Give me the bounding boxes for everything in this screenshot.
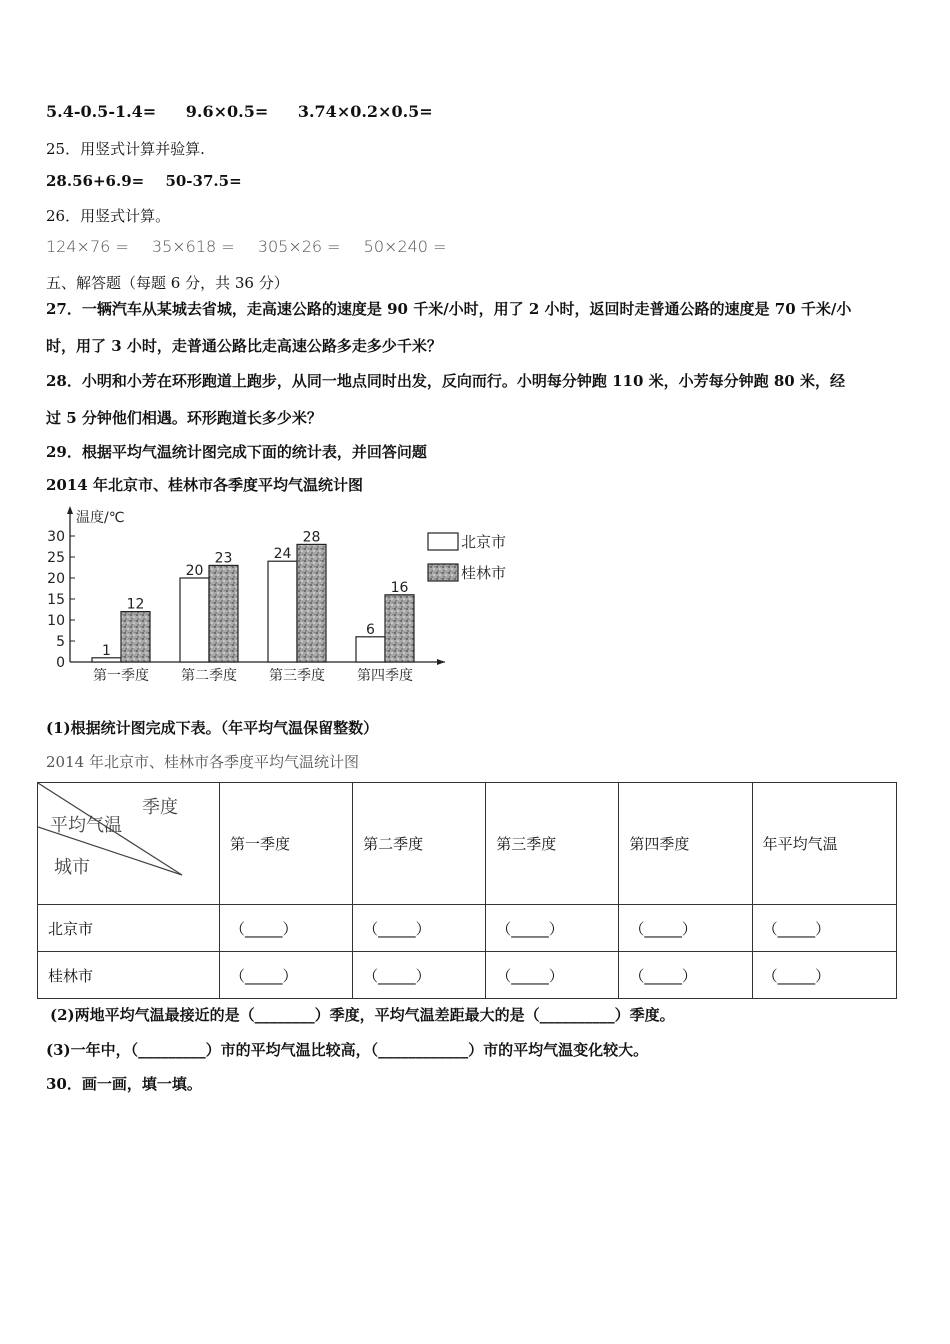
chart-bars — [92, 529, 414, 684]
q24-expr-1: 5.4-0.5-1.4= — [46, 102, 157, 121]
q29-title: 29．根据平均气温统计图完成下面的统计表，并回答问题 — [46, 443, 427, 461]
x-category-label: 第一季度 — [93, 668, 149, 684]
table-caption: 2014 年北京市、桂林市各季度平均气温统计图 — [46, 753, 359, 771]
q25-expressions — [46, 172, 258, 190]
q28-line1: 28．小明和小芳在环形跑道上跑步，从同一地点同时出发，反向而行。小明每分钟跑 110 米，小芳每分钟跑 80 米，经 — [46, 372, 845, 390]
header-annual-avg: 年平均气温 — [752, 783, 896, 905]
diag-label-avg-temp: 平均气温 — [50, 815, 122, 836]
city-guilin: 桂林市 — [38, 952, 220, 999]
blank-cell[interactable]: （_____） — [220, 905, 353, 952]
blank-cell[interactable]: （_____） — [752, 905, 896, 952]
section-5-heading: 五、解答题（每题 6 分，共 36 分） — [46, 274, 289, 292]
bar-value-label: 1 — [102, 642, 111, 659]
bar-value-label: 16 — [390, 579, 409, 596]
bar-value-label: 23 — [214, 550, 233, 567]
legend-label-beijing: 北京市 — [461, 533, 507, 551]
diag-label-city: 城市 — [54, 857, 90, 878]
bar-guilin — [385, 595, 414, 662]
q24-expressions — [46, 102, 457, 121]
bar-value-label: 6 — [366, 621, 375, 638]
q26-expr-4: 50×240 = — [363, 237, 447, 256]
bar-value-label: 24 — [273, 546, 292, 563]
legend-swatch-beijing — [428, 533, 458, 550]
blank-cell[interactable]: （_____） — [619, 952, 752, 999]
blank-cell[interactable]: （_____） — [486, 905, 619, 952]
bar-beijing — [180, 578, 209, 662]
y-axis-arrow — [67, 506, 73, 514]
y-tick-label: 0 — [56, 655, 65, 671]
blank-cell[interactable]: （_____） — [353, 905, 486, 952]
x-category-label: 第四季度 — [357, 668, 413, 684]
y-axis-label: 温度/℃ — [76, 510, 125, 526]
bar-value-label: 28 — [302, 529, 321, 546]
y-tick-label: 5 — [56, 634, 65, 650]
header-q3: 第三季度 — [486, 783, 619, 905]
q26-expr-2: 35×618 = — [151, 237, 235, 256]
temperature-table — [37, 782, 897, 999]
y-tick-label: 30 — [47, 529, 65, 545]
y-tick-label: 15 — [47, 592, 65, 608]
q24-expr-3: 3.74×0.2×0.5= — [297, 102, 433, 121]
chart-legend — [428, 533, 506, 582]
x-category-label: 第二季度 — [181, 668, 237, 684]
legend-swatch-guilin — [428, 564, 458, 581]
y-tick-label: 10 — [47, 613, 65, 629]
q25-expr-2: 50-37.5= — [165, 172, 242, 190]
y-tick-label: 20 — [47, 571, 65, 587]
header-q1: 第一季度 — [220, 783, 353, 905]
bar-beijing — [268, 561, 297, 662]
bar-guilin — [209, 565, 238, 662]
q26-expressions — [46, 237, 464, 256]
bar-guilin — [121, 612, 150, 662]
table-header-row — [38, 783, 897, 905]
y-tick-label: 25 — [47, 550, 65, 566]
bar-value-label: 20 — [185, 563, 204, 579]
city-beijing: 北京市 — [38, 905, 220, 952]
blank-cell[interactable]: （_____） — [353, 952, 486, 999]
q25-expr-1: 28.56+6.9= — [46, 172, 145, 190]
q30-title: 30．画一画，填一填。 — [46, 1075, 202, 1093]
q29-part1: (1)根据统计图完成下表。（年平均气温保留整数） — [46, 719, 379, 737]
diagonal-lines — [38, 783, 219, 904]
q29-part2: (2)两地平均气温最接近的是（________）季度，平均气温差距最大的是（__________）季度。 — [50, 1006, 675, 1024]
q24-expr-2: 9.6×0.5= — [185, 102, 269, 121]
bar-guilin — [297, 544, 326, 662]
q27-line2: 时，用了 3 小时，走普通公路比走高速公路多走多少千米？ — [46, 337, 442, 355]
table-row-guilin — [38, 952, 897, 999]
q26-title: 26．用竖式计算。 — [46, 207, 171, 225]
q26-expr-3: 305×26 = — [257, 237, 341, 256]
q27-line1: 27．一辆汽车从某城去省城，走高速公路的速度是 90 千米/小时，用了 2 小时，返回时走普通公路的速度是 70 千米/小 — [46, 300, 852, 318]
q29-chart-title: 2014 年北京市、桂林市各季度平均气温统计图 — [46, 476, 363, 494]
q25-title: 25．用竖式计算并验算. — [46, 140, 205, 158]
blank-cell[interactable]: （_____） — [220, 952, 353, 999]
blank-cell[interactable]: （_____） — [752, 952, 896, 999]
temperature-bar-chart — [40, 500, 520, 695]
blank-cell[interactable]: （_____） — [619, 905, 752, 952]
bar-value-label: 12 — [126, 596, 145, 613]
table-diagonal-header — [38, 783, 220, 905]
header-q2: 第二季度 — [353, 783, 486, 905]
header-q4: 第四季度 — [619, 783, 752, 905]
table-row-beijing — [38, 905, 897, 952]
legend-label-guilin: 桂林市 — [461, 564, 507, 582]
q29-part3: (3)一年中，（_________）市的平均气温比较高，（____________）市的平均气温变化较大。 — [46, 1041, 649, 1059]
bar-beijing — [356, 637, 385, 662]
blank-cell[interactable]: （_____） — [486, 952, 619, 999]
x-axis-arrow — [437, 659, 445, 665]
q28-line2: 过 5 分钟他们相遇。环形跑道长多少米？ — [46, 409, 322, 427]
diag-label-season: 季度 — [142, 797, 178, 818]
q26-expr-1: 124×76 = — [46, 237, 129, 256]
x-category-label: 第三季度 — [269, 668, 325, 684]
